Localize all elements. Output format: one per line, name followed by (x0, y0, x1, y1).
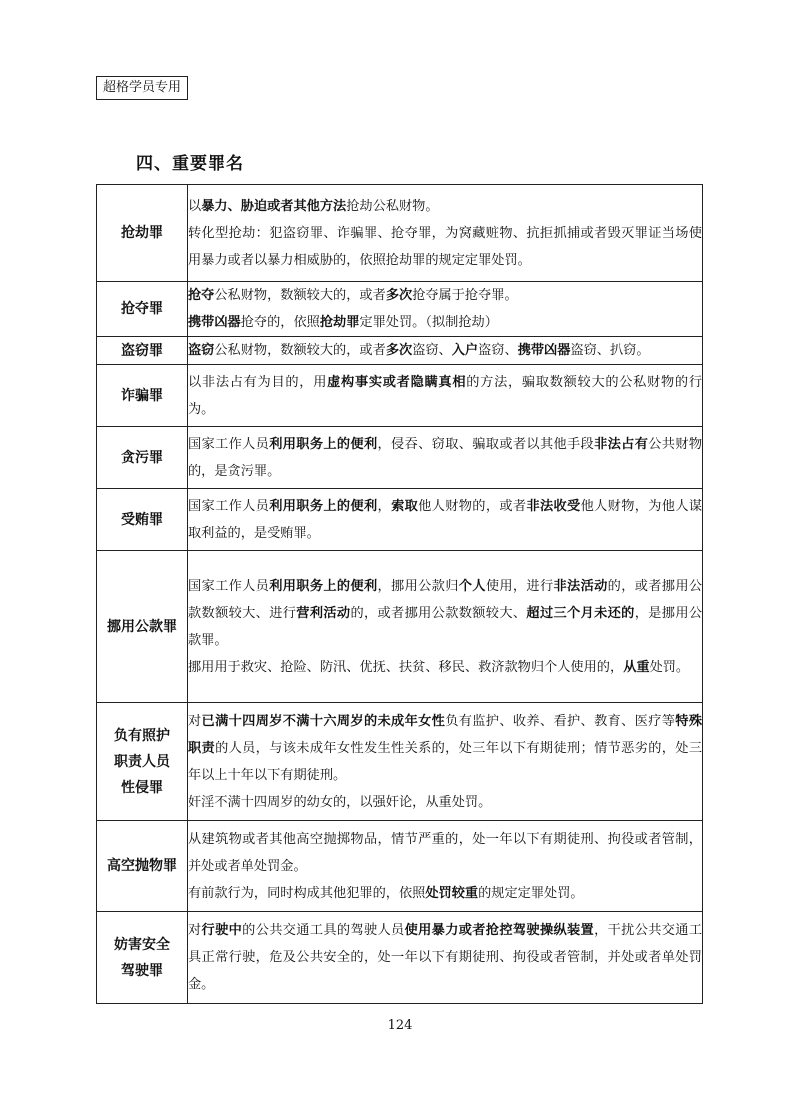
page-number: 124 (387, 1018, 413, 1033)
emphasis-text: 非法收受 (526, 498, 581, 514)
emphasis-text: 抢劫罪 (319, 315, 360, 330)
crime-name-line: 驾驶罪 (121, 962, 163, 979)
description-paragraph (188, 880, 702, 907)
emphasis-text: 行驶中 (201, 923, 243, 938)
text-segment: 盗窃、 (478, 343, 518, 358)
crime-row (97, 821, 703, 912)
crime-description-cell (188, 185, 703, 282)
description-paragraph (188, 826, 702, 880)
crime-row (97, 551, 703, 703)
description-paragraph (188, 369, 702, 423)
crimes-table (96, 184, 703, 1004)
crime-name-line: 负有照护 (114, 727, 170, 744)
crime-name-line: 妨害安全 (114, 936, 170, 953)
description-paragraph (188, 493, 702, 547)
crime-description-cell (188, 551, 703, 703)
crime-row (97, 282, 703, 337)
emphasis-text: 超过三个月未还的 (526, 605, 635, 621)
text-segment: 抢劫公私财物。 (346, 198, 439, 214)
text-segment: ，侵吞、窃取、骗取或者以其他手段 (377, 436, 595, 452)
description-paragraph (188, 917, 702, 998)
crime-name-cell (97, 821, 188, 912)
crime-row (97, 365, 703, 427)
text-segment: 他人财物的，或者 (418, 498, 527, 514)
text-segment: 有前款行为，同时构成其他犯罪的，依照 (188, 885, 426, 901)
crime-name: 受贿罪 (121, 511, 163, 528)
text-segment: 对 (188, 713, 202, 729)
crime-row (97, 489, 703, 551)
crime-description-cell (188, 337, 703, 365)
text-segment: 定罪处罚。（拟制抢劫） (359, 315, 498, 330)
crime-name-cell (97, 365, 188, 427)
crime-description-cell (188, 489, 703, 551)
crime-description-cell (188, 821, 703, 912)
crime-name-cell (97, 703, 188, 821)
emphasis-text: 特殊职责 (188, 713, 703, 756)
emphasis-text: 利用职务上的便利 (269, 578, 378, 594)
text-segment: 以非法占有为目的，用 (188, 374, 328, 390)
crime-name-cell (97, 551, 188, 703)
text-segment: 盗窃、扒窃。 (570, 343, 650, 358)
description-paragraph (188, 309, 702, 336)
crime-row (97, 427, 703, 489)
text-segment: 公共财物的，是贪污罪。 (188, 436, 703, 479)
emphasis-text: 利用职务上的便利 (269, 498, 378, 514)
text-segment: 使用，进行 (485, 578, 554, 594)
text-segment: 公私财物，数额较大的，或者 (214, 343, 386, 358)
crime-name: 抢夺罪 (121, 301, 163, 317)
text-segment: 以 (188, 198, 202, 214)
section-title: 四、重要罪名 (136, 154, 244, 174)
text-segment: 国家工作人员 (188, 578, 270, 594)
text-segment: 对 (188, 923, 202, 938)
emphasis-text: 非法占有 (594, 436, 649, 452)
emphasis-text: 暴力、胁迫或者其他方法 (201, 198, 347, 214)
emphasis-text: 盗窃 (188, 343, 215, 358)
text-segment: 的，或者挪用公款数额较大、进行 (188, 578, 703, 621)
description-paragraph (188, 282, 702, 309)
crime-name-cell (97, 489, 188, 551)
crime-row (97, 703, 703, 821)
crime-name-line: 职责人员 (114, 753, 170, 770)
crime-name-cell (97, 282, 188, 337)
emphasis-text: 从重 (623, 659, 650, 675)
description-paragraph (188, 573, 702, 654)
text-segment: 处罚。 (649, 659, 690, 675)
text-segment: 的人员，与该未成年女性发生性关系的，处三年以下有期徒刑；情节恶劣的，处三年以上十年以下有期徒刑。 (188, 740, 703, 783)
description-paragraph (188, 789, 702, 816)
crime-name-cell (97, 912, 188, 1004)
text-segment: 抢夺属于抢夺罪。 (412, 288, 518, 303)
crime-description-cell (188, 365, 703, 427)
description-paragraph (188, 708, 702, 789)
crime-name: 抢劫罪 (121, 225, 163, 241)
description-paragraph (188, 337, 702, 364)
crime-description-cell (188, 282, 703, 337)
emphasis-text: 携带凶器 (188, 315, 241, 330)
text-segment: 抢夺的，依照 (240, 315, 320, 330)
text-segment: 盗窃、 (412, 343, 452, 358)
text-segment: 从建筑物或者其他高空抛掷物品，情节严重的，处一年以下有期徒刑、拘役或者管制，并处或者单处罚金。 (188, 831, 702, 874)
text-segment: 负有监护、收养、看护、教育、医疗等 (445, 713, 676, 729)
text-segment: ，是挪用公款罪。 (188, 605, 703, 648)
text-segment: ，挪用公款归 (377, 578, 459, 594)
emphasis-text: 使用暴力或者抢控驾驶操纵装置 (404, 923, 595, 938)
crime-name-line: 性侵罪 (121, 779, 163, 796)
text-segment: 转化型抢劫：犯盗窃罪、诈骗罪、抢夺罪，为窝藏赃物、抗拒抓捕或者毁灭罪证当场使用暴力或者以暴力相威胁的，依照抢劫罪的规定定罪处罚。 (188, 225, 702, 268)
text-segment: 的公共交通工具的驾驶人员 (242, 923, 405, 938)
text-segment: 他人财物，为他人谋取利益的，是受贿罪。 (188, 498, 703, 541)
crime-row (97, 337, 703, 365)
emphasis-text: 入户 (451, 343, 479, 358)
description-paragraph (188, 431, 702, 485)
text-segment: ， (377, 498, 392, 514)
header-tag: 超格学员专用 (96, 76, 188, 100)
emphasis-text: 个人 (458, 578, 486, 594)
text-segment: 的方法，骗取数额较大的公私财物的行为。 (188, 374, 703, 417)
crime-description-cell (188, 427, 703, 489)
emphasis-text: 多次 (385, 343, 413, 358)
crime-name-cell (97, 337, 188, 365)
crime-name-cell (97, 427, 188, 489)
emphasis-text: 利用职务上的便利 (269, 436, 378, 452)
crime-name: 盗窃罪 (121, 342, 163, 359)
text-segment: 的规定定罪处罚。 (478, 885, 584, 901)
emphasis-text: 多次 (385, 288, 413, 303)
crime-name-cell (97, 185, 188, 282)
text-segment: 奸淫不满十四周岁的幼女的，以强奸论，从重处罚。 (188, 794, 492, 810)
text-segment: 的，或者挪用公款数额较大、 (350, 605, 527, 621)
text-segment: ，干扰公共交通工具正常行驶，危及公共安全的，处一年以下有期徒刑、拘役或者管制，并处或者单处罚金。 (188, 923, 703, 992)
emphasis-text: 携带凶器 (517, 343, 571, 358)
description-paragraph (188, 193, 702, 220)
crime-row (97, 912, 703, 1004)
emphasis-text: 虚构事实或者隐瞒真相 (327, 374, 467, 390)
crime-description-cell (188, 703, 703, 821)
crimes-table-body (97, 185, 703, 1004)
text-segment: 国家工作人员 (188, 436, 270, 452)
crime-name: 贪污罪 (121, 449, 163, 466)
crime-name: 高空抛物罪 (107, 858, 177, 874)
description-paragraph (188, 654, 702, 681)
emphasis-text: 索取 (391, 498, 419, 514)
crime-name: 诈骗罪 (121, 387, 163, 404)
crime-description-cell (188, 912, 703, 1004)
emphasis-text: 处罚较重 (425, 885, 479, 901)
text-segment: 公私财物，数额较大的，或者 (214, 288, 386, 303)
crime-row (97, 185, 703, 282)
text-segment: 国家工作人员 (188, 498, 270, 514)
description-paragraph (188, 220, 702, 274)
emphasis-text: 抢夺 (188, 288, 215, 303)
crime-name: 挪用公款罪 (107, 618, 177, 635)
text-segment: 挪用用于救灾、抢险、防汛、优抚、扶贫、移民、救济款物归个人使用的， (188, 659, 624, 675)
emphasis-text: 已满十四周岁不满十六周岁的未成年女性 (201, 713, 446, 729)
emphasis-text: 非法活动 (553, 578, 608, 594)
emphasis-text: 营利活动 (296, 605, 351, 621)
